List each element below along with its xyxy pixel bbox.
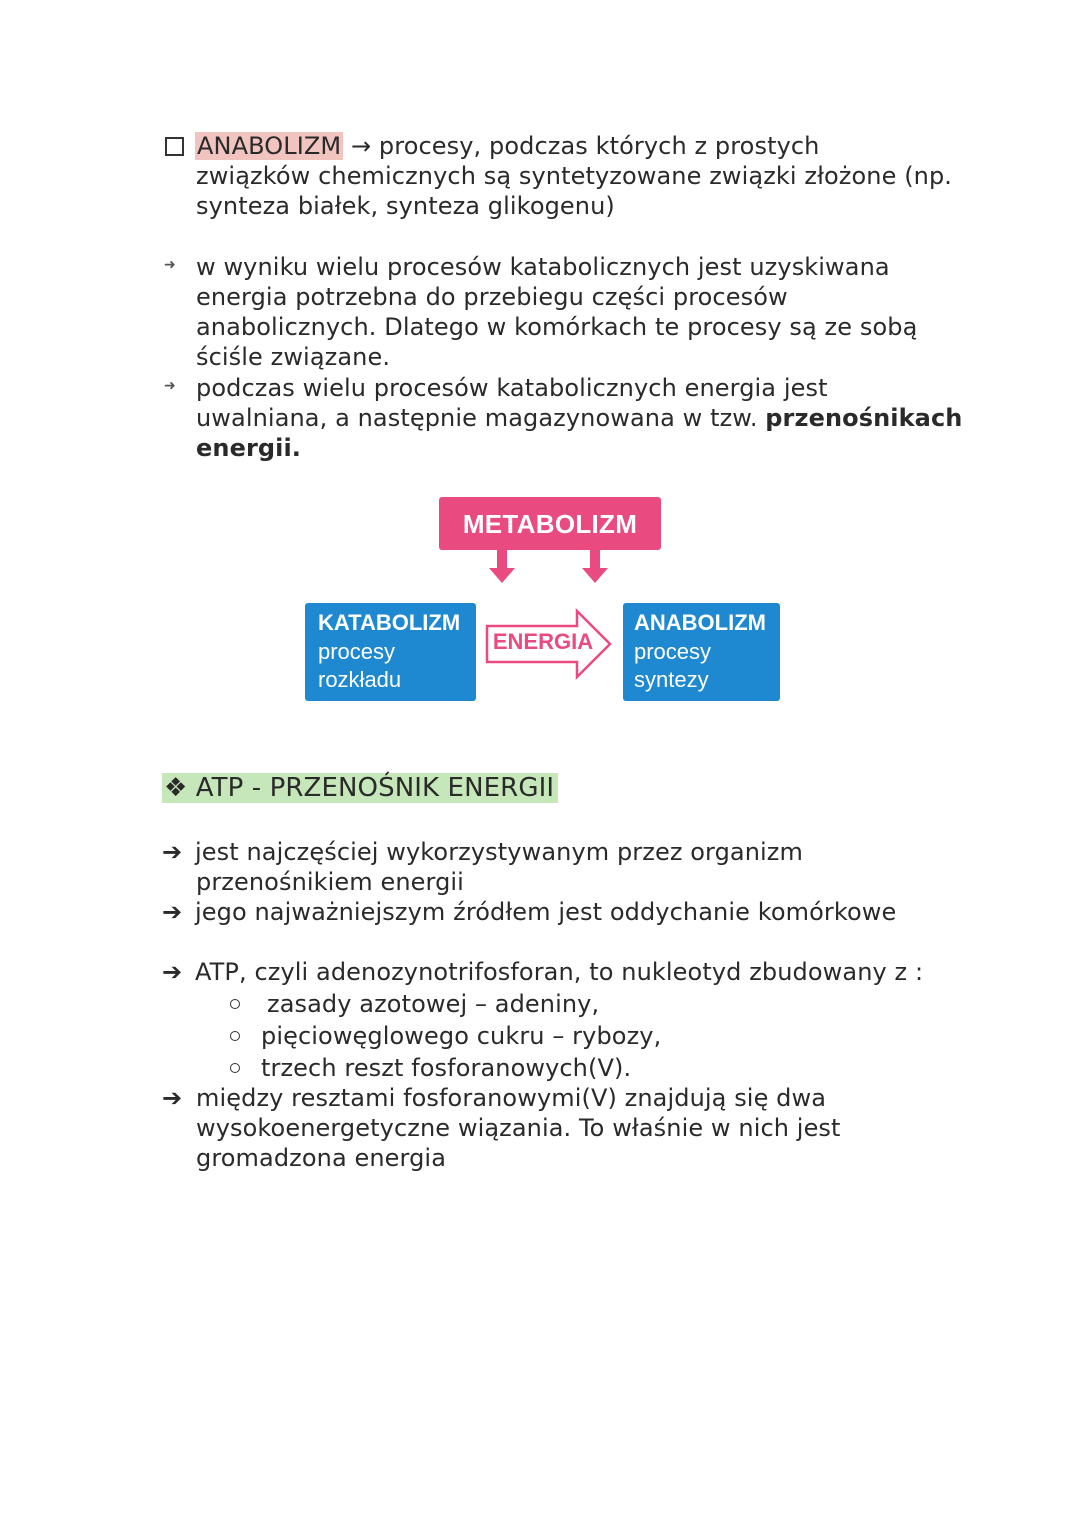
arrow-bullet-icon: ➔	[162, 898, 183, 926]
bullet1-line4: ściśle związane.	[196, 343, 391, 371]
anabolizm-box-title: ANABOLIZM	[634, 610, 766, 635]
atp-subitem-2: pięciowęglowego cukru – rybozy,	[261, 1022, 662, 1050]
katabolizm-sub2: rozkładu	[318, 667, 402, 692]
atp-point3-line1: ATP, czyli adenozynotrifosforan, to nukleotyd zbudowany z :	[195, 958, 924, 986]
down-arrows-icon	[480, 548, 620, 588]
anabolizm-sub2: syntezy	[634, 667, 709, 692]
anabolizm-sub1: procesy	[634, 639, 712, 664]
circle-bullet-icon	[230, 999, 240, 1009]
bullet1-line1: w wyniku wielu procesów katabolicznych jest uzyskiwana	[196, 253, 890, 281]
arrow-bullet-icon: ➔	[162, 958, 183, 986]
right-arrow-glyph: →	[350, 132, 372, 160]
bullet2-line3: energii.	[196, 434, 302, 462]
metabolizm-box: METABOLIZM	[439, 497, 661, 550]
atp-last-line2: wysokoenergetyczne wiązania. To właśnie w nich jest	[196, 1114, 841, 1142]
bullet2-line2: uwalniana, a następnie magazynowana w tzw. przenośnikach	[196, 404, 963, 432]
circle-bullet-icon	[230, 1063, 240, 1073]
atp-point2-line1: jego najważniejszym źródłem jest oddychanie komórkowe	[195, 898, 897, 926]
atp-heading: ❖ ATP - PRZENOŚNIK ENERGII	[162, 772, 558, 804]
anabolizm-definition-line1: ANABOLIZM → procesy, podczas których z prostych	[197, 132, 820, 160]
checkbox-icon[interactable]	[165, 137, 184, 156]
arrow-bullet-icon: ➔	[162, 838, 183, 866]
arrow-bullet-icon: ➔	[162, 1084, 183, 1112]
anabolizm-term: ANABOLIZM	[197, 132, 342, 160]
arrow-bullet-icon: ➜	[164, 257, 176, 273]
atp-subitem-1: zasady azotowej – adeniny,	[267, 990, 600, 1018]
przenosnikach-bold: przenośnikach	[765, 404, 963, 432]
atp-last-line1: między resztami fosforanowymi(V) znajdują się dwa	[196, 1084, 827, 1112]
katabolizm-title: KATABOLIZM	[318, 610, 461, 635]
atp-point1-line2: przenośnikiem energii	[196, 868, 464, 896]
atp-point1-line1: jest najczęściej wykorzystywanym przez organizm	[195, 838, 803, 866]
katabolizm-sub1: procesy	[318, 639, 396, 664]
atp-subitem-3: trzech reszt fosforanowych(V).	[261, 1054, 632, 1082]
energia-label: ENERGIA	[492, 629, 594, 654]
katabolizm-box	[305, 603, 476, 701]
down-arrow-left	[489, 548, 515, 583]
anabolizm-box	[623, 603, 780, 701]
anabolizm-definition-line3: synteza białek, synteza glikogenu)	[196, 192, 615, 220]
arrow-bullet-icon: ➜	[164, 378, 176, 394]
bullet2-line1: podczas wielu procesów katabolicznych energia jest	[196, 374, 828, 402]
bullet1-line3: anabolicznych. Dlatego w komórkach te procesy są ze sobą	[196, 313, 918, 341]
circle-bullet-icon	[230, 1031, 240, 1041]
anabolizm-definition-line2: związków chemicznych są syntetyzowane związki złożone (np.	[196, 162, 953, 190]
atp-last-line3: gromadzona energia	[196, 1144, 447, 1172]
bullet1-line2: energia potrzebna do przebiegu części procesów	[196, 283, 788, 311]
down-arrow-right	[582, 548, 608, 583]
